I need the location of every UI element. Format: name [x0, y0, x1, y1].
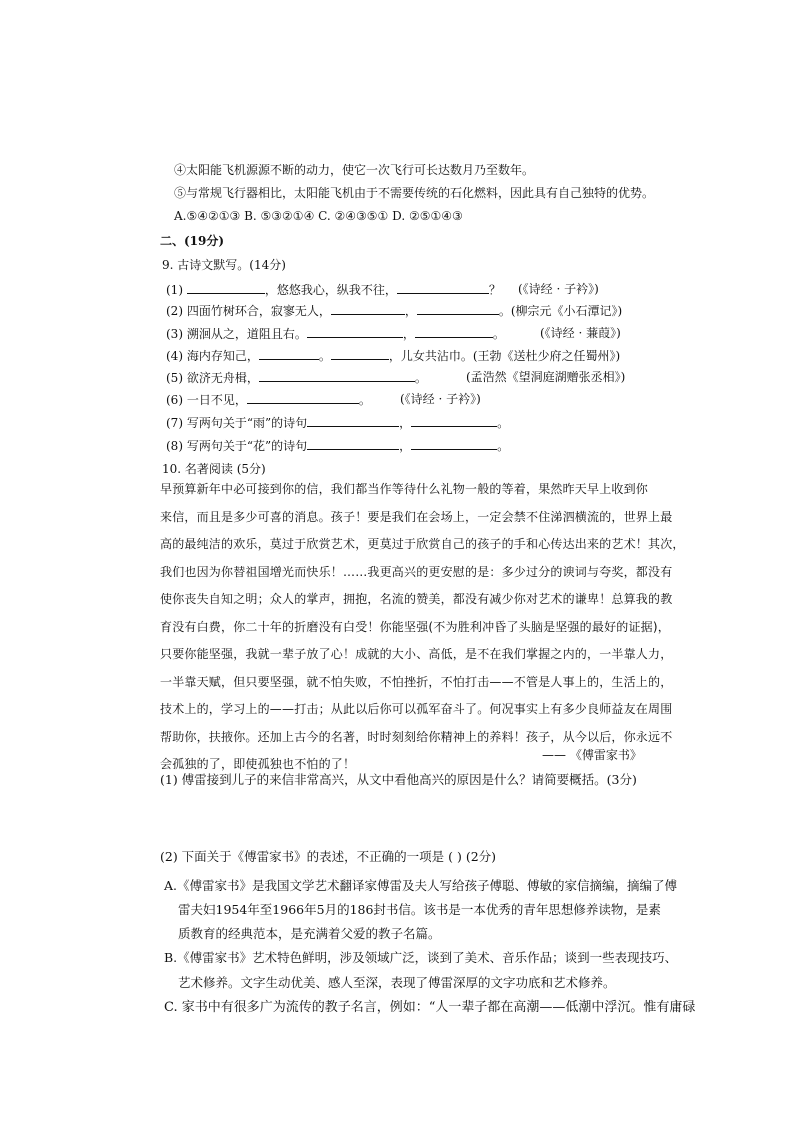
question-9-title: 9. 古诗文默写。(14分): [162, 258, 286, 272]
item-number: (1): [166, 283, 187, 297]
passage-source: —— 《傅雷家书》: [542, 748, 642, 762]
q9-item-2: (2) 四面竹树环合，寂寥无人， ， 。(柳宗元《小石潭记》): [166, 304, 623, 318]
q9-item-6: (6) 一日不见， 。: [166, 393, 371, 407]
answer-blank[interactable]: [307, 414, 399, 427]
answer-blank[interactable]: [415, 325, 493, 338]
option-c: C. 家书中有很多广为流传的教子名言，例如：“人一辈子都在高潮——低潮中浮沉。惟有庸碌: [164, 1000, 696, 1015]
answer-blank[interactable]: [331, 302, 405, 315]
answer-blank[interactable]: [307, 437, 399, 450]
source-3: (《诗经 · 蒹葭》): [540, 326, 621, 340]
answer-blank[interactable]: [417, 302, 499, 315]
source-5: (孟浩然《望洞庭湖赠张丞相》): [466, 370, 626, 384]
source-6: (《诗经 · 子衿》): [400, 392, 481, 406]
answer-choices: A.⑤④②①③ B. ⑤③②①④ C. ②④③⑤① D. ②⑤①④③: [174, 209, 463, 223]
option-a: A.《傅雷家书》是我国文学艺术翻译家傅雷及夫人写给孩子傅聪、傅敏的家信摘编，摘编了傅: [164, 878, 678, 893]
q9-item-4: (4) 海内存知己， 。 ，儿女共沾巾。(王勃《送杜少府之任蜀州》): [166, 349, 621, 363]
question-10-title: 10. 名著阅读 (5分): [162, 462, 266, 476]
answer-blank[interactable]: [187, 281, 265, 294]
section-heading: 二、(19分): [160, 234, 225, 248]
option-a-cont-1: 雷夫妇1954年至1966年5月的186封书信。该书是一本优秀的青年思想修养读物，是素: [178, 902, 661, 917]
statement-5: ⑤与常规飞行器相比，太阳能飞机由于不需要传统的石化燃料，因此具有自己独特的优势。: [174, 186, 655, 200]
option-b: B.《傅雷家书》艺术特色鲜明，涉及领域广泛，谈到了美术、音乐作品；谈到一些表现技巧、: [164, 950, 678, 965]
source-1: (《诗经 · 子衿》): [518, 282, 599, 296]
answer-blank[interactable]: [331, 347, 389, 360]
answer-blank[interactable]: [247, 391, 359, 404]
answer-blank[interactable]: [259, 347, 319, 360]
q9-item-1: (1) ，悠悠我心，纵我不往， ？: [166, 283, 501, 297]
q9-item-3: (3) 溯洄从之，道阻且右。 ， 。: [166, 327, 505, 341]
q9-item-7: (7) 写两句关于“雨”的诗句 ， 。: [166, 416, 510, 430]
option-a-cont-2: 质教育的经典范本，是充满着父爱的教子名篇。: [178, 926, 441, 941]
q10-sub-1: (1) 傅雷接到儿子的来信非常高兴，从文中看他高兴的原因是什么？请简要概括。(3分): [160, 772, 637, 787]
answer-blank[interactable]: [397, 281, 489, 294]
answer-blank[interactable]: [259, 369, 415, 382]
answer-blank[interactable]: [411, 437, 497, 450]
q10-sub-2: (2) 下面关于《傅雷家书》的表述，不正确的一项是 ( ) (2分): [160, 849, 497, 864]
statement-4: ④太阳能飞机源源不断的动力，使它一次飞行可长达数月乃至数年。: [174, 163, 535, 177]
answer-blank[interactable]: [307, 325, 403, 338]
answer-blank[interactable]: [411, 414, 497, 427]
q9-item-8: (8) 写两句关于“花”的诗句 ， 。: [166, 439, 510, 453]
reading-passage: 早预算新年中必可接到你的信，我们都当作等待什么礼物一般的等着，果然昨天早上收到你 来信，而且是多少可喜的消息。孩子！要是我们在会场上，一定会禁不住涕泗横流的，世界上最 高的最纯洁的欢乐，莫过于欣赏艺术，更莫过于欣赏自己的孩子的手和心传达出来的艺术！其次， 我们也因为你替祖国增光而快乐！……我更高兴的更安慰的是：多少过分的谀词与夸奖，都没有 使你丧失自知之明；众人的掌声，拥抱，名流的赞美，都没有减少你对艺术的谦卑！总算我的教 育没有白费，你二十年的折磨没有白受！你能坚强(不为胜利冲昏了头脑是坚强的最好的证据)， 只要你能坚强，我就一辈子放了心！成就的大小、高低，是不在我们掌握之内的，一半靠人力， 一半靠天赋，但只要坚强，就不怕失败，不怕挫折，不怕打击——不管是人事上的，生活上的， 技术上的，学习上的——打击；从此以后你可以孤军奋斗了。何况事实上有多少良师益友在周围 帮助你，扶掖你。还加上古今的名著，时时刻刻给你精神上的养料！孩子，从今以后，你永远不 会孤独的了，即使孤独也不怕的了！: [160, 482, 685, 771]
option-b-cont: 艺术修养。文字生动优美、感人至深，表现了傅雷深厚的文字功底和艺术修养。: [178, 975, 616, 990]
q9-item-5: (5) 欲济无舟楫， 。: [166, 371, 427, 385]
